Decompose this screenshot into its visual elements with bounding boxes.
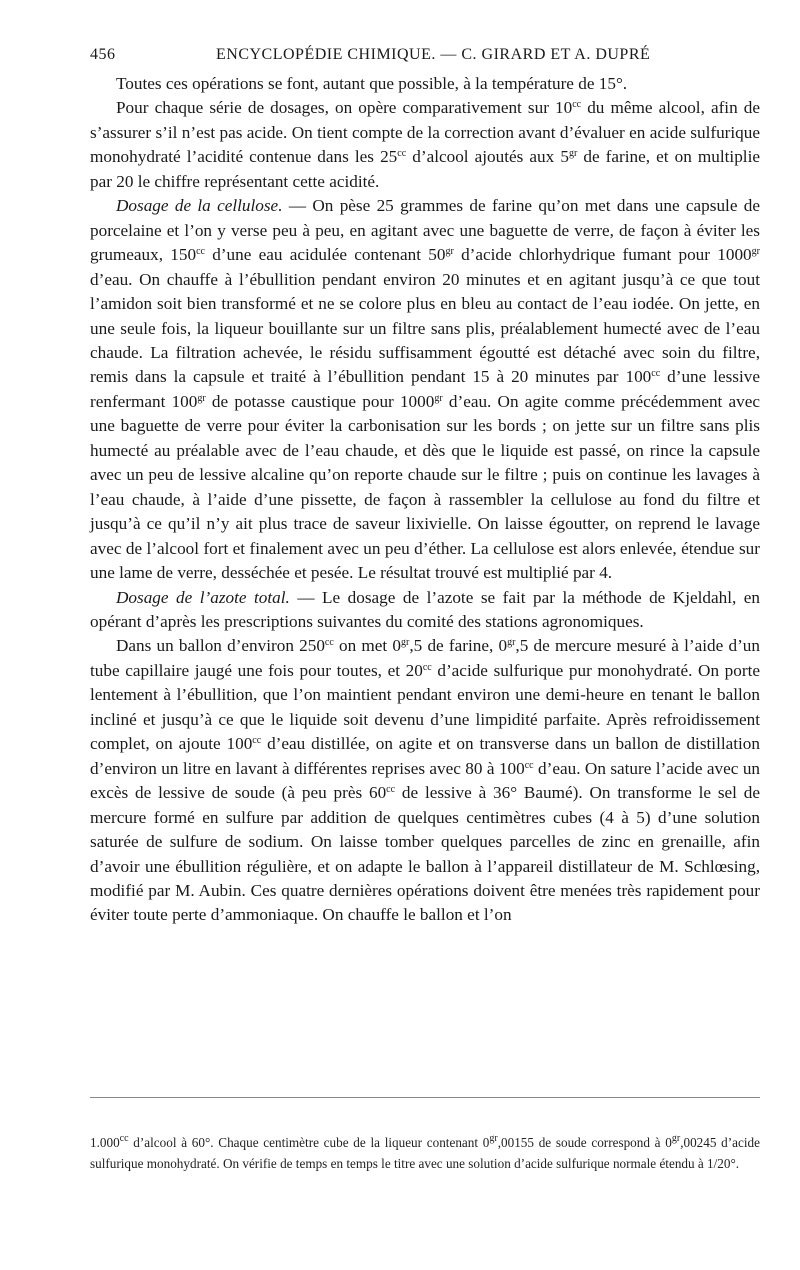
paragraph-comparative-dosage: Pour chaque série de dosages, on opère comparativement sur $10^{cc}$ du même alcool, afin de s’assurer s’il n’est pas acide. On tient compte de la correction avant d’évaluer en acide sulfurique monohydraté l’acidité contenue dans les $25^{cc}$ d’alcool ajoutés aux $5^{gr}$ de farine, et on multiplie par 20 le chiffre représentant cette acidité. (90, 98, 760, 191)
paragraph-kjeldahl-procedure: Dans un ballon d’environ $250^{cc}$ on met $0^{gr},5$ de farine, $0^{gr},5$ de mercure mesuré à l’aide d’un tube capillaire jaugé une fois pour toutes, et $20^{cc}$ d’acide sulfurique pur monohydraté. On porte lentement à l’ébullition, que l’on maintient pendant environ une demi-heure en tenant le ballon incliné et jusqu’à ce que le liquide soit devenu d’une limpidité parfaite. Après refroidissement complet, on ajoute $100^{cc}$ d’eau distillée, on agite et on transverse dans un ballon de distillation d’environ un litre en lavant à différentes reprises avec 80 à $100^{cc}$ d’eau. On sature l’acide avec un excès de lessive de soude (à peu près $60^{cc}$ de lessive à 36° Baumé). On transforme le sel de mercure formé en sulfure par addition de quelques centimètres cubes (4 à 5) d’une solution saturée de sulfure de sodium. On laisse tomber quelques parcelles de zinc en grenaille, afin d’avoir une ébullition régulière, et on adapte le ballon à l’appareil distillateur de M. Schlœsing, modifié par M. Aubin. Ces quatre dernières opérations doivent être menées très rapidement pour éviter toute perte d’ammoniaque. On chauffe le ballon et l’on (90, 636, 761, 925)
section-title-cellulose: Dosage de la cellulose. (116, 196, 283, 216)
paragraph-temperature: Toutes ces opérations se font, autant que possible, à la température de 15°. (116, 74, 628, 93)
footnote: 1.000$^{cc}$ d’alcool à 60°. Chaque centimètre cube de la liqueur contenant $0^{gr},00155$ de soude correspond à $0^{gr},00245$ d’acide sulfurique monohydraté. On vérifie de temps en temps le titre avec une solution d’acide sulfurique normale étendu à 1/20°. (90, 1133, 760, 1171)
body-text (90, 72, 760, 928)
page-header (90, 46, 758, 70)
paragraph-cellulose-dosage: Dosage de la cellulose. — On pèse 25 grammes de farine qu’on met dans une capsule de porcelaine et l’on y verse peu à peu, en agitant avec une baguette de verre, de façon à éviter les grumeaux, $150^{cc}$ d’une eau acidulée contenant $50^{gr}$ d’acide chlorhydrique fumant pour $1000^{gr}$ d’eau. On chauffe à l’ébullition pendant environ 20 minutes et en agitant jusqu’à ce que tout l’amidon soit bien transformé et ne se colore plus en bleu au contact de l’eau iodée. On jette, en une seule fois, la liqueur bouillante sur un filtre sans plis, préalablement humecté avec de l’eau chaude. La filtration achevée, le résidu suffisamment égoutté est détaché avec soin du filtre, remis dans la capsule et traité à l’ébullition pendant 15 à 20 minutes par $100^{cc}$ d’une lessive renfermant $100^{gr}$ de potasse caustique pour $1000^{gr}$ d’eau. On agite comme précédemment avec une baguette de verre pour éviter la carbonisation sur les bords ; on jette sur un filtre sans plis humecté au préalable avec de l’eau chaude, et dès que le liquide est passé, on rince la capsule avec un peu de lessive alcaline qu’on reporte chaude sur le filtre ; puis on continue les lavages à l’eau chaude, à l’aide d’une pissette, de façon à rassembler la cellulose au fond du filtre et jusqu’à ce qu’il n’y ait plus trace de saveur lixivielle. On laisse égoutter, on reprend le lavage avec de l’alcool fort et finalement avec un peu d’éther. La cellulose est alors enlevée, étendue sur une lame de verre, desséchée et pesée. Le résultat trouvé est multiplié par 4. (90, 196, 761, 583)
footnote-divider (90, 1097, 760, 1098)
paragraph-nitrogen-dosage: Dosage de l’azote total. — Le dosage de l’azote se fait par la méthode de Kjeldahl, en opérant d’après les prescriptions suivantes du comité des stations agronomiques. (90, 587, 760, 631)
section-title-nitrogen: Dosage de l’azote total. (116, 587, 290, 607)
running-head: ENCYCLOPÉDIE CHIMIQUE. — C. GIRARD ET A. DUPRÉ (216, 46, 651, 63)
page-number: 456 (90, 46, 116, 63)
